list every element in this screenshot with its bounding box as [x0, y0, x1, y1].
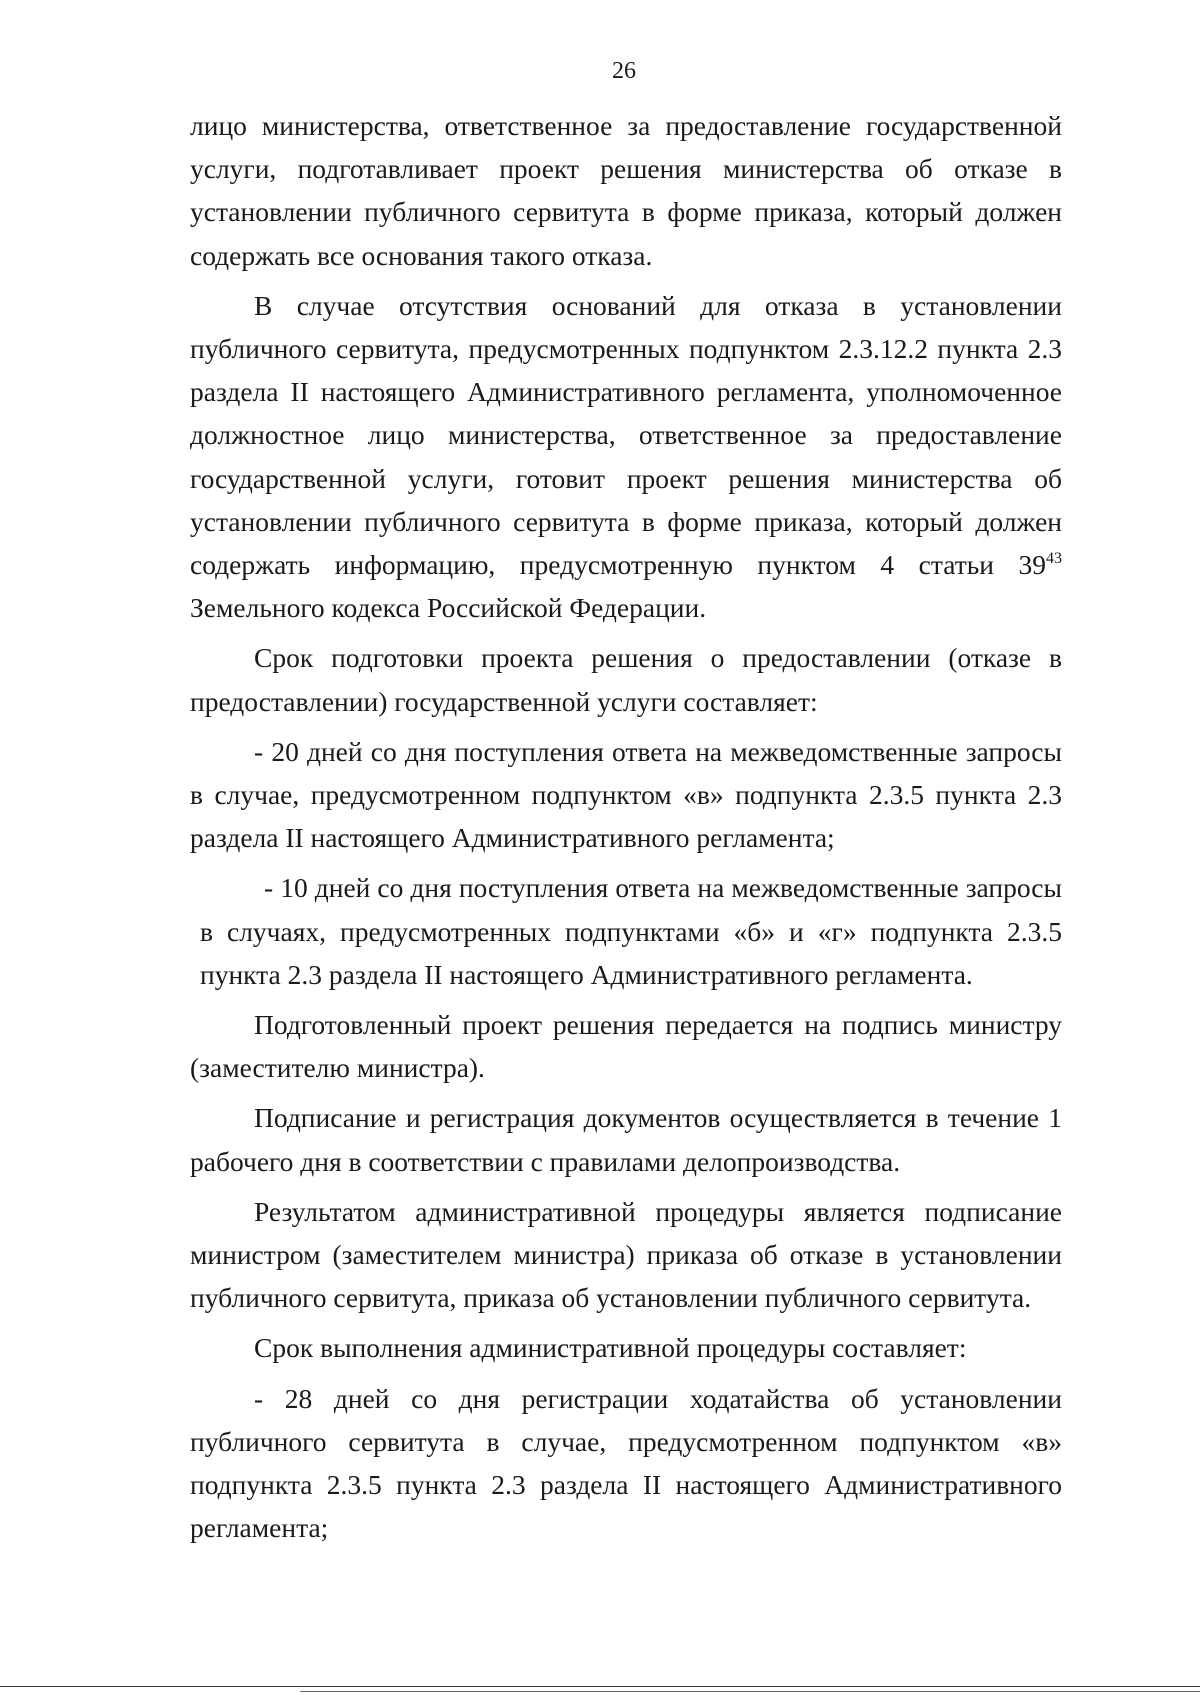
paragraph-3: Срок подготовки проекта решения о предоставлении (отказе в предоставлении) государственной услуги составляет:: [190, 642, 1062, 717]
paragraph-6: Подготовленный проект решения передается на подпись министру (заместителю министра).: [190, 1009, 1062, 1084]
footer-divider: [0, 1686, 1200, 1687]
paragraph-5: - 10 дней со дня поступления ответа на межведомственные запросы в случаях, предусмотренных подпунктами «б» и «г» подпункта 2.3.5 пункта 2.3 раздела II настоящего Административного регламента.: [200, 872, 1062, 990]
document-body: [190, 104, 1062, 1557]
paragraph-2-text: В случае отсутствия оснований для отказа в установлении публичного сервитута, предусмотренных подпунктом 2.3.12.2 пункта 2.3 раздела II настоящего Административного регламента, уполномоченное должностное лицо министерства, ответственное за предоставление государственной услуги, готовит проект решения министерства об установлении публичного сервитута в форме приказа, который должен содержать информацию, предусмотренную пунктом 4 статьи 39: [190, 289, 1062, 581]
paragraph-10: - 28 дней со дня регистрации ходатайства об установлении публичного сервитута в случае, предусмотренном подпунктом «в» подпункта 2.3.5 пункта 2.3 раздела II настоящего Административного регламента;: [190, 1382, 1062, 1544]
paragraph-1: лицо министерства, ответственное за предоставление государственной услуги, подготавливает проект решения министерства об отказе в установлении публичного сервитута в форме приказа, который должен содержать все основания такого отказа.: [190, 110, 1062, 271]
paragraph-2: [190, 284, 1062, 630]
footer-divider-secondary: [300, 1691, 1200, 1692]
paragraph-4: - 20 дней со дня поступления ответа на межведомственные запросы в случае, предусмотренном подпунктом «в» подпункта 2.3.5 пункта 2.3 раздела II настоящего Административного регламента;: [190, 735, 1062, 854]
page-number: 26: [612, 58, 636, 84]
paragraph-8: Результатом административной процедуры является подписание министром (заместителем министра) приказа об отказе в установлении публичного сервитута, приказа об установлении публичного сервитута.: [190, 1195, 1062, 1314]
paragraph-7: Подписание и регистрация документов осуществляется в течение 1 рабочего дня в соответствии с правилами делопроизводства.: [190, 1102, 1062, 1177]
paragraph-2-tail: Земельного кодекса Российской Федерации.: [190, 592, 707, 624]
paragraph-9: Срок выполнения административной процедуры составляет:: [254, 1332, 967, 1364]
article-superscript: 43: [1046, 550, 1062, 568]
